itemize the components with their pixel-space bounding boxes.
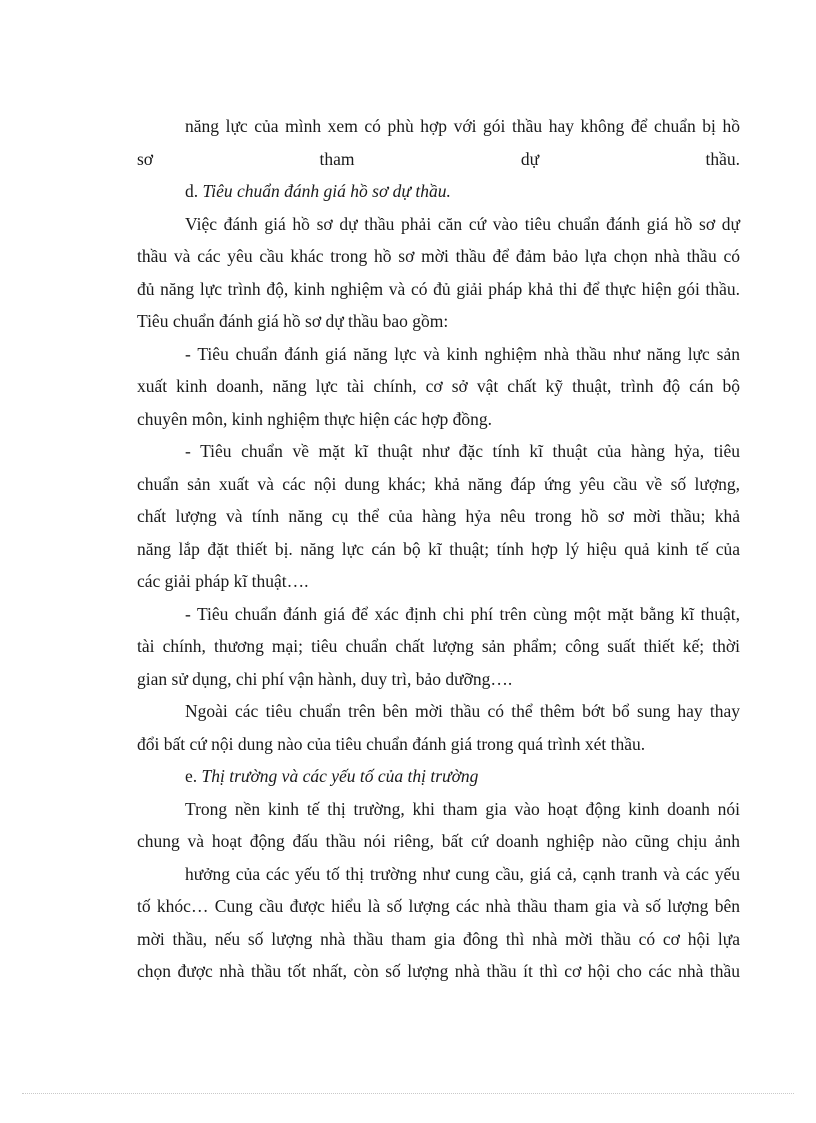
text-line: hưởng của các yếu tố thị trường như cung cầu, giá cả, cạnh tranh và các yếu — [185, 863, 740, 884]
text-line: chung và hoạt động đấu thầu nói riêng, bất cứ doanh nghiệp nào cũng chịu ảnh — [137, 831, 740, 851]
text-line: Tiêu chuẩn đánh giá hồ sơ dự thầu bao gồm: — [137, 311, 449, 331]
text-line: Trong nền kinh tế thị trường, khi tham gia vào hoạt động kinh doanh nói — [185, 798, 740, 819]
heading-e-letter: e. — [185, 766, 198, 786]
text-line: năng lắp đặt thiết bị. năng lực cán bộ kĩ thuật; tính hợp lý hiệu quả kinh tế của — [137, 538, 740, 559]
heading-d-letter: d. — [185, 181, 199, 201]
text-line: thầu và các yêu cầu khác trong hồ sơ mời thầu để đảm bảo lựa chọn nhà thầu có — [137, 246, 740, 266]
text-line: sơ tham dự thầu. — [137, 148, 740, 169]
text-line: chất lượng và tính năng cụ thể của hàng hỷa nêu trong hồ sơ mời thầu; khả — [137, 506, 740, 526]
text-line: năng lực của mình xem có phù hợp với gói thầu hay không để chuẩn bị hồ — [185, 116, 740, 136]
text-line: Ngoài các tiêu chuẩn trên bên mời thầu có thể thêm bớt bổ sung hay thay — [185, 701, 740, 721]
text-line: Việc đánh giá hồ sơ dự thầu phải căn cứ vào tiêu chuẩn đánh giá hồ sơ dự — [185, 213, 740, 234]
text-line: đủ năng lực trình độ, kinh nghiệm và có đủ giải pháp khả thi để thực hiện gói thầu. — [137, 278, 740, 299]
text-line: chọn được nhà thầu tốt nhất, còn số lượng nhà thầu ít thì cơ hội cho các nhà thầu — [137, 961, 740, 981]
text-line: - Tiêu chuẩn đánh giá năng lực và kinh nghiệm nhà thầu như năng lực sản — [185, 343, 740, 364]
heading-e — [137, 760, 740, 793]
heading-d-title: Tiêu chuẩn đánh giá hồ sơ dự thầu. — [202, 181, 451, 201]
text-line: - Tiêu chuẩn đánh giá để xác định chi phí trên cùng một mặt bằng kĩ thuật, — [185, 603, 740, 624]
document-page — [137, 110, 740, 988]
text-line: tài chính, thương mại; tiêu chuẩn chất lượng sản phẩm; công suất thiết kế; thời — [137, 636, 740, 656]
text-line: mời thầu, nếu số lượng nhà thầu tham gia đông thì nhà mời thầu có cơ hội lựa — [137, 928, 740, 949]
text-line: các giải pháp kĩ thuật…. — [137, 571, 309, 591]
text-line: chuẩn sản xuất và các nội dung khác; khả năng đáp ứng yêu cầu về số lượng, — [137, 473, 740, 494]
text-line: - Tiêu chuẩn về mặt kĩ thuật như đặc tính kĩ thuật của hàng hỷa, tiêu — [185, 441, 740, 461]
heading-d — [137, 175, 740, 208]
page-bottom-divider — [22, 1093, 794, 1094]
text-line: chuyên môn, kinh nghiệm thực hiện các hợp đồng. — [137, 408, 493, 429]
text-line: tố khóc… Cung cầu được hiểu là số lượng các nhà thầu tham gia và số lượng bên — [137, 896, 740, 916]
heading-e-title: Thị trường và các yếu tố của thị trường — [201, 766, 479, 786]
text-line: xuất kinh doanh, năng lực tài chính, cơ sở vật chất kỹ thuật, trình độ cán bộ — [137, 376, 740, 396]
text-line: gian sử dụng, chi phí vận hành, duy trì, bảo dưỡng…. — [137, 668, 513, 689]
text-line: đổi bất cứ nội dung nào của tiêu chuẩn đánh giá trong quá trình xét thầu. — [137, 733, 646, 754]
